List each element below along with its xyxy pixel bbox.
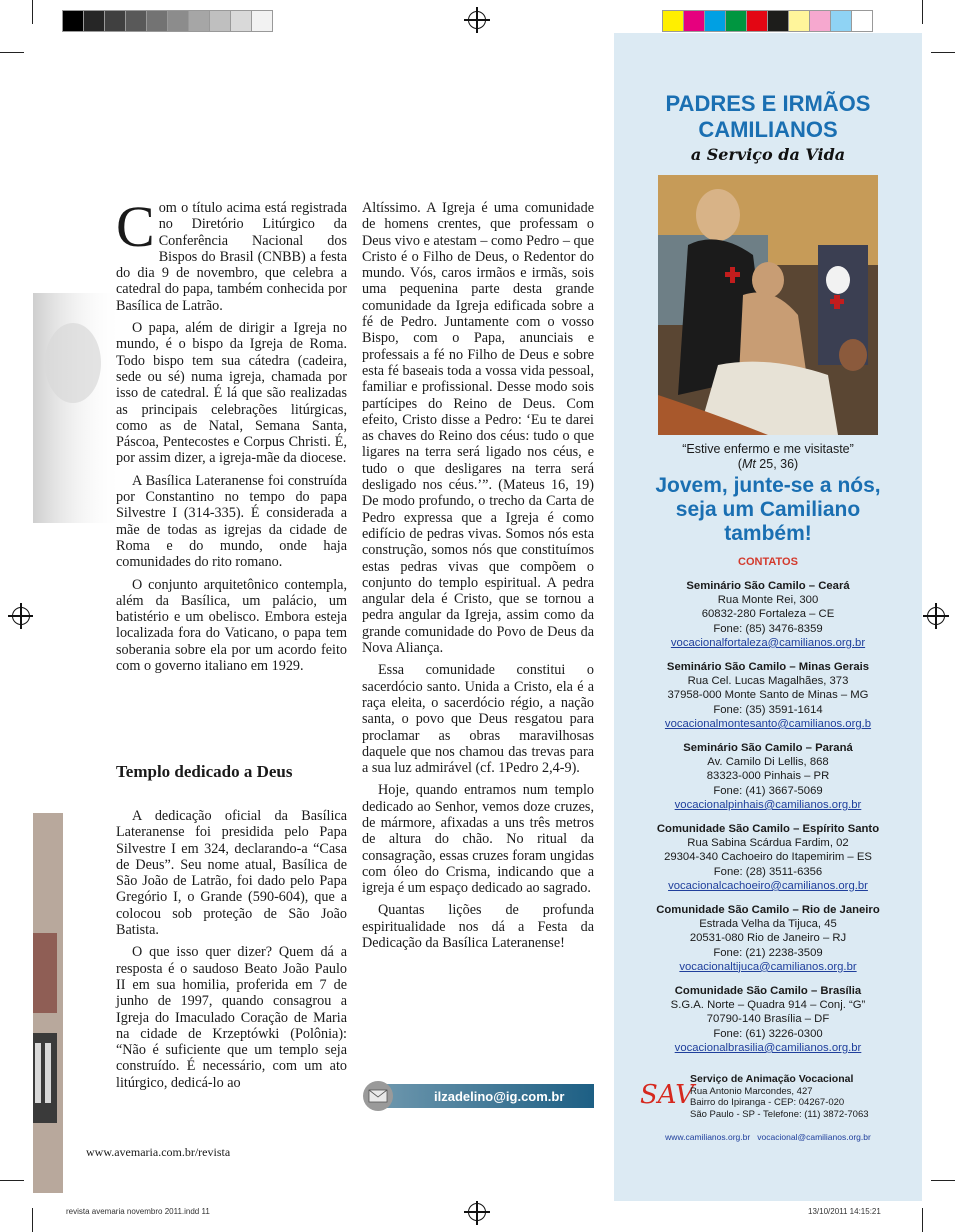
contact-rio-de-janeiro bbox=[614, 903, 922, 974]
color-swatch bbox=[662, 10, 684, 32]
crop-mark bbox=[0, 52, 24, 53]
registration-mark-top bbox=[468, 11, 486, 29]
paragraph: Essa comunidade constitui o sacerdócio santo. Unida a Cristo, ela é a raça eleita, o sacerdócio régio, a nação santa, o povo que Deus resgatou para proclamar as obras maravilhosas daquele que nos chamou das trevas para a sua luz admirável (cf. 1Pedro 2,4-9). bbox=[362, 662, 594, 777]
contact-parana bbox=[614, 741, 922, 812]
contact-phone: Fone: (28) 3511-6356 bbox=[713, 865, 823, 878]
contact-phone: Fone: (21) 2238-3509 bbox=[713, 946, 823, 959]
color-swatch bbox=[830, 10, 852, 32]
sav-email-link[interactable]: vocacional@camilianos.org.br bbox=[757, 1132, 871, 1142]
call-to-action-line-2: seja um Camiliano bbox=[675, 498, 861, 521]
contact-name: Seminário São Camilo – Minas Gerais bbox=[666, 661, 870, 673]
ad-title-line-1: PADRES E IRMÃOS bbox=[665, 91, 871, 116]
author-email-bar bbox=[362, 1082, 594, 1110]
color-swatch bbox=[767, 10, 789, 32]
gray-swatch bbox=[230, 10, 252, 32]
color-swatch bbox=[725, 10, 747, 32]
footer-website-url: www.avemaria.com.br/revista bbox=[86, 1145, 231, 1159]
intro-paragraph: Com o título acima está registrada no Diretório Litúrgico da Conferência Nacional dos Bispos do Brasil (CNBB) a festa do dia 9 de novembro, que celebra a catedral do papa, também conhecida por Basílica de Latrão. bbox=[116, 194, 347, 314]
article-column-2 bbox=[362, 200, 594, 957]
contact-name: Seminário São Camilo – Ceará bbox=[686, 580, 850, 592]
color-swatch bbox=[851, 10, 873, 32]
crop-mark bbox=[931, 52, 955, 53]
gray-swatch bbox=[167, 10, 189, 32]
contact-minas-gerais bbox=[614, 660, 922, 731]
contact-address: Rua Monte Rei, 300 bbox=[717, 594, 819, 607]
crop-mark bbox=[922, 1208, 923, 1232]
gray-swatch bbox=[146, 10, 168, 32]
sav-logo bbox=[638, 1073, 695, 1110]
color-swatch bbox=[788, 10, 810, 32]
contact-phone: Fone: (85) 3476-8359 bbox=[713, 622, 823, 635]
contact-email-link[interactable]: vocacionalcachoeiro@camilianos.org.br bbox=[668, 879, 868, 892]
paragraph: A Basílica Lateranense foi construída por Constantino no tempo do papa Silvestre I (314-335). É considerada a mãe de todas as igrejas da cidade de Roma e do mundo, onde haja comunidades do rito romano. bbox=[116, 472, 347, 571]
bible-quote-reference: (Mt 25, 36) bbox=[737, 457, 799, 471]
saint-camillus-painting bbox=[658, 175, 878, 435]
contact-city: 20531-080 Rio de Janeiro – RJ bbox=[689, 932, 847, 945]
contact-city: 83323-000 Pinhais – PR bbox=[706, 770, 830, 783]
bible-quote: “Estive enfermo e me visitaste” bbox=[682, 442, 854, 456]
crop-mark bbox=[922, 0, 923, 24]
svg-text:SAV: SAV bbox=[640, 1080, 695, 1110]
contact-address: Av. Camilo Di Lellis, 868 bbox=[707, 756, 829, 769]
contact-phone: Fone: (35) 3591-1614 bbox=[713, 703, 823, 716]
contact-city: 29304-340 Cachoeiro do Itapemirim – ES bbox=[664, 851, 872, 864]
gray-swatch bbox=[125, 10, 147, 32]
gray-swatch bbox=[83, 10, 105, 32]
print-slug-right: 13/10/2011 14:15:21 bbox=[808, 1207, 881, 1216]
call-to-action-line-3: também! bbox=[724, 522, 812, 545]
crop-mark bbox=[32, 1208, 33, 1232]
registration-mark-right bbox=[927, 607, 945, 625]
sav-website-link[interactable]: www.camilianos.org.br bbox=[665, 1132, 751, 1142]
gray-swatch bbox=[251, 10, 273, 32]
gray-swatch bbox=[188, 10, 210, 32]
ad-subtitle: a Serviço da Vida bbox=[690, 145, 846, 164]
paragraph: O conjunto arquitetônico contempla, além da Basílica, um palácio, um batistério e um obelisco. Embora esteja localizada fora do Vaticano, o papa tem soberania sobre ela por um acordo feito com o governo italiano em 1929. bbox=[116, 576, 347, 675]
contact-email-link[interactable]: vocacionalbrasilia@camilianos.org.br bbox=[674, 1041, 862, 1054]
crop-mark bbox=[931, 1180, 955, 1181]
contacts-heading: CONTATOS bbox=[738, 556, 798, 568]
crop-mark bbox=[0, 1180, 24, 1181]
contact-name: Comunidade São Camilo – Espírito Santo bbox=[656, 823, 880, 835]
gray-swatch bbox=[62, 10, 84, 32]
gray-swatch bbox=[104, 10, 126, 32]
color-swatch bbox=[683, 10, 705, 32]
call-to-action-line-1: Jovem, junte-se a nós, bbox=[655, 474, 881, 497]
paragraph: O papa, além de dirigir a Igreja no mundo, é o bispo da Igreja de Roma. Todo bispo tem sua cátedra (cadeira, sede ou sé) numa igreja, chamada por isso de catedral. É lá que são realizadas as principais celebrações litúrgicas, como as de Natal, Semana Santa, Páscoa, Pentecostes e Corpus Christi. É, por assim dizer, a igreja-mãe da diocese. bbox=[116, 320, 347, 467]
article-column-1 bbox=[116, 194, 347, 680]
section-heading: Templo dedicado a Deus bbox=[116, 762, 293, 781]
author-email[interactable]: ilzadelino@ig.com.br bbox=[434, 1089, 565, 1104]
contact-address: Rua Cel. Lucas Magalhães, 373 bbox=[687, 675, 849, 688]
sav-name: Serviço de Animação Vocacional bbox=[690, 1073, 854, 1085]
sav-web-links bbox=[614, 1132, 922, 1142]
color-swatch bbox=[704, 10, 726, 32]
sav-address: Rua Antonio Marcondes, 427 bbox=[690, 1085, 813, 1097]
print-slug-left: revista avemaria novembro 2011.indd 11 bbox=[66, 1207, 210, 1216]
registration-mark-left bbox=[12, 607, 30, 625]
contact-city: 37958-000 Monte Santo de Minas – MG bbox=[667, 689, 869, 702]
contact-email-link[interactable]: vocacionalpinhais@camilianos.org.br bbox=[674, 798, 862, 811]
article-column-1-continued bbox=[116, 808, 347, 1097]
paragraph: Hoje, quando entramos num templo dedicado ao Senhor, vemos doze cruzes, de mármore, afixadas a uns três metros de altura do chão. No ritual da consagração, essas cruzes foram ungidas com óleo do Crisma, indicando que a igreja é um espaço dedicado ao sagrado. bbox=[362, 782, 594, 897]
contact-name: Comunidade São Camilo – Brasília bbox=[674, 985, 862, 997]
contact-email-link[interactable]: vocacionaltijuca@camilianos.org.br bbox=[679, 960, 857, 973]
contact-email-link[interactable]: vocacionalfortaleza@camilianos.org.br bbox=[670, 636, 866, 649]
registration-mark-bottom bbox=[468, 1203, 486, 1221]
sav-city-phone: São Paulo - SP - Telefone: (11) 3872-7063 bbox=[690, 1108, 869, 1120]
contact-phone: Fone: (41) 3667-5069 bbox=[713, 784, 823, 797]
paragraph: Altíssimo. A Igreja é uma comunidade de homens crentes, que professam o Deus vivo e atestam – como Pedro – que Cristo é o Filho de Deus, o Redentor do mundo. Vós, caros irmãos e irmãs, sois uma pequenina parte desta grande comunidade da Igreja edificada sobre a fé de Pedro. Juntamente com o vosso Bispo, com o Papa, anunciais e professais a fé no Filho de Deus e sobre esta fé baseais toda a vossa vida pessoal, familiar e profissional. Desse modo sois partícipes do Reino de Deus. Com efeito, Cristo disse a Pedro: ‘Eu te darei as chaves do Reino dos céus: tudo o que ligares na terra será ligado nos céus, e tudo o que desligares na terra será desligado nos céus.’”. (Mateus 16, 19) De modo profundo, o trecho da Carta de Pedro expressa que a Igreja é como edifício de pedras vivas. Somos nós esta construção, somos nós que constituímos estas pedras vivas que compõem o conjunto do templo espiritual. A pedra angular dela é Cristo, que se tornou a pedra angular da Igreja, assim como da grande comunidade do Povo de Deus da Nova Aliança. bbox=[362, 200, 594, 657]
contact-espirito-santo bbox=[614, 822, 922, 893]
contact-name: Seminário São Camilo – Paraná bbox=[683, 742, 853, 754]
contact-address: Rua Sabina Scárdua Fardim, 02 bbox=[687, 837, 849, 850]
gray-swatch bbox=[209, 10, 231, 32]
paragraph: O que isso quer dizer? Quem dá a resposta é o saudoso Beato João Paulo II em sua homilia, proferida em 7 de junho de 1997, quando consagrou a Igreja do Imaculado Coração de Maria na cidade de Krzeptówki (Polônia): “Não é suficiente que um templo seja construído. É necessário, com um ato litúrgico, dedicá-lo ao bbox=[116, 944, 347, 1091]
contact-ceara bbox=[614, 579, 922, 650]
contact-address: S.G.A. Norte – Quadra 914 – Conj. “G” bbox=[670, 999, 866, 1012]
color-swatch bbox=[809, 10, 831, 32]
ad-title-line-2: CAMILIANOS bbox=[698, 117, 838, 142]
crop-mark bbox=[32, 0, 33, 24]
paragraph: Quantas lições de profunda espiritualidade nos dá a Festa da Dedicação da Basílica Lateranense! bbox=[362, 902, 594, 952]
contact-name: Comunidade São Camilo – Rio de Janeiro bbox=[656, 904, 880, 916]
contact-address: Estrada Velha da Tijuca, 45 bbox=[699, 918, 837, 931]
contact-city: 70790-140 Brasília – DF bbox=[706, 1013, 830, 1026]
contact-phone: Fone: (61) 3226-0300 bbox=[713, 1027, 823, 1040]
color-swatch bbox=[746, 10, 768, 32]
sav-info bbox=[690, 1074, 869, 1120]
sav-neighborhood: Bairro do Ipiranga - CEP: 04267-020 bbox=[690, 1097, 845, 1108]
contact-city: 60832-280 Fortaleza – CE bbox=[701, 608, 835, 621]
contact-brasilia bbox=[614, 984, 922, 1055]
paragraph: A dedicação oficial da Basílica Lateranense foi presidida pelo Papa Silvestre I em 324, declarando-a “Casa de Deus”. Seu nome atual, Basílica de São João de Latrão, foi dado pelo Papa Gregório I, o Grande (590-604), que a colocou sob proteção de São João Batista. bbox=[116, 808, 347, 939]
contact-email-link[interactable]: vocacionalmontesanto@camilianos.org.b bbox=[664, 717, 872, 730]
drop-cap: C bbox=[116, 194, 155, 259]
